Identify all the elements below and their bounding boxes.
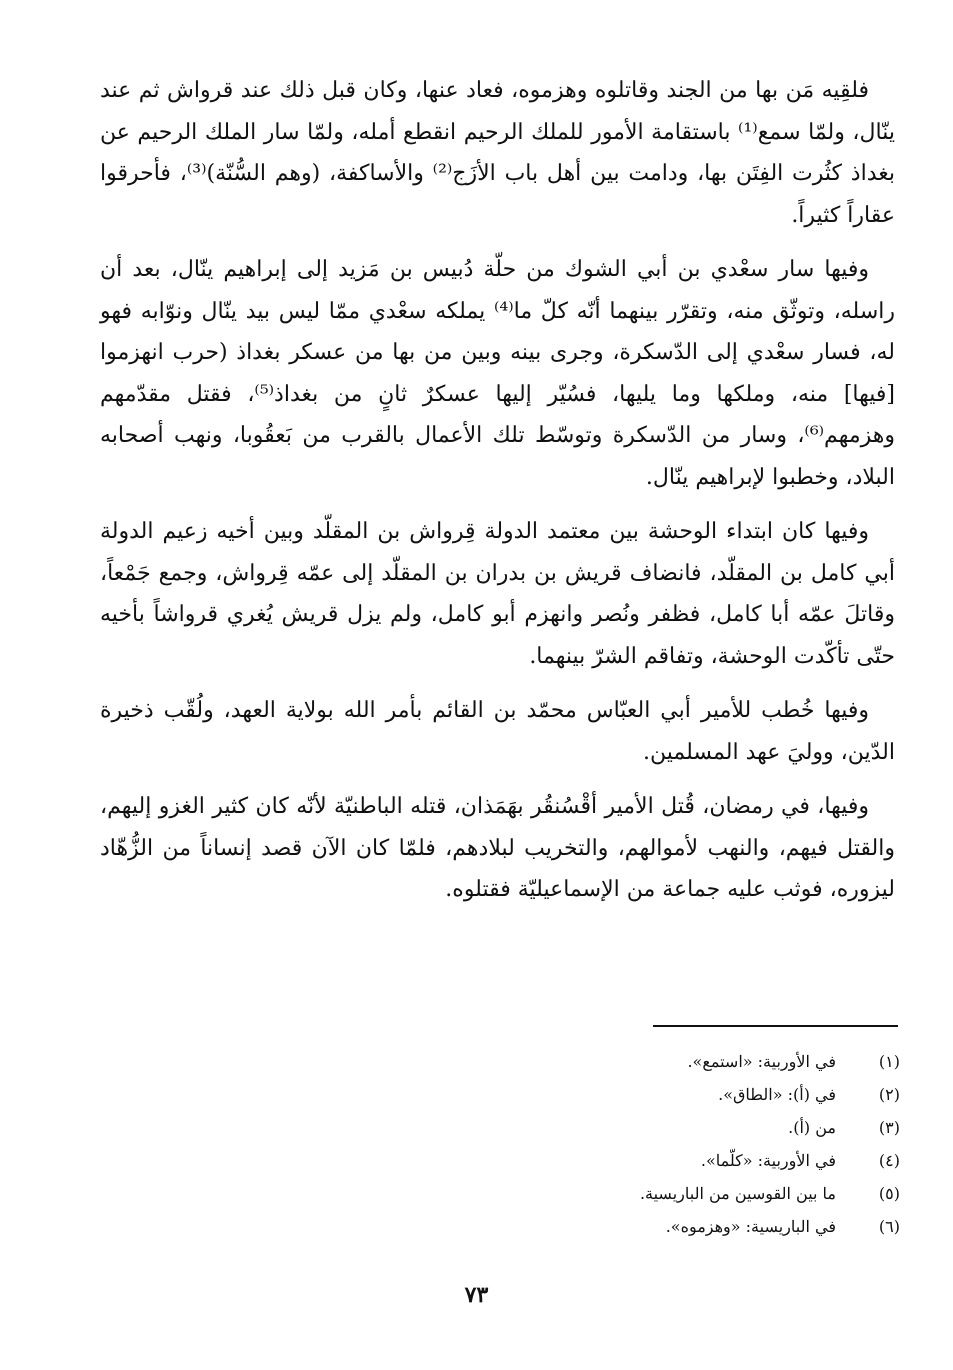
main-text (100, 70, 895, 924)
footnotes (460, 1045, 900, 1243)
footnote-text: ما بين القوسين من الباريسية. (639, 1184, 836, 1203)
footnote-item (460, 1045, 900, 1078)
footnote-number: (١) (878, 1052, 900, 1071)
footnote-item (460, 1144, 900, 1177)
footnote-text: في (أ): «الطاق». (718, 1085, 836, 1104)
paragraph-1: فلقِيه مَن بها من الجند وقاتلوه وهزموه، فعاد عنها، وكان قبل ذلك عند قرواش ثم عند ينّال، ولمّا سمع⁽¹⁾ باستقامة الأمور للملك الرحيم انقطع أمله، ولمّا سار الملك الرحيم عن بغداذ كثُرت الفِتَن بها، ودامت بين أهل باب الأزَج⁽²⁾ والأساكفة، (وهم السُّنّة)⁽³⁾، فأحرقوا عقاراً كثيراً. (100, 78, 895, 228)
footnote-text: من (أ). (788, 1118, 836, 1137)
footnote-number: (٥) (878, 1184, 900, 1203)
page-number: ٧٣ (464, 1282, 489, 1308)
footnote-number: (٣) (878, 1118, 900, 1137)
paragraph-3: وفيها كان ابتداء الوحشة بين معتمد الدولة قِرواش بن المقلّد وبين أخيه زعيم الدولة أبي كامل بن المقلّد، فانضاف قريش بن بدران بن المقلّد إلى عمّه قِرواش، وجمع جَمْعاً، وقاتلَ عمّه أبا كامل، فظفر ونُصر وانهزم أبو كامل، ولم يزل قريش يُغري قرواشاً بأخيه حتّى تأكّدت الوحشة، وتفاقم الشرّ بينهما. (100, 519, 895, 669)
footnote-item (460, 1111, 900, 1144)
footnote-separator (653, 1025, 898, 1027)
paragraph-2: وفيها سار سعْدي بن أبي الشوك من حلّة دُبيس بن مَزيد إلى إبراهيم ينّال، بعد أن راسله، وتوثّق منه، وتقرّر بينهما أنّه كلّ ما⁽⁴⁾ يملكه سعْدي ممّا ليس بيد ينّال ونوّابه فهو له، فسار سعْدي إلى الدّسكرة، وجرى بينه وبين من بها من عسكر بغداذ (حرب انهزموا [فيها] منه، وملكها وما يليها، فسُيّر إليها عسكرٌ ثانٍ من بغداذ⁽⁵⁾، فقتل مقدّمهم وهزمهم⁽⁶⁾، وسار من الدّسكرة وتوسّط تلك الأعمال بالقرب من بَعقُوبا، ونهب أصحابه البلاد، وخطبوا لإبراهيم ينّال. (100, 257, 895, 490)
footnote-item (460, 1177, 900, 1210)
footnote-item (460, 1210, 900, 1243)
paragraph-5: وفيها، في رمضان، قُتل الأمير أقْسُنقُر بهَمَذان، قتله الباطنيّة لأنّه كان كثير الغزو إليهم، والقتل فيهم، والنهب لأموالهم، والتخريب لبلادهم، فلمّا كان الآن قصد إنساناً من الزُّهّاد ليزوره، فوثب عليه جماعة من الإسماعيليّة فقتلوه. (100, 794, 895, 902)
paragraph-4: وفيها خُطب للأمير أبي العبّاس محمّد بن القائم بأمر الله بولاية العهد، ولُقّب ذخيرة الدّين، ووليَ عهد المسلمين. (100, 698, 895, 765)
footnote-number: (٤) (878, 1151, 900, 1170)
footnote-text: في الأوربية: «استمع». (687, 1052, 836, 1071)
footnote-number: (٢) (878, 1085, 900, 1104)
footnote-number: (٦) (878, 1217, 900, 1236)
footnote-text: في الأوربية: «كلّما». (700, 1151, 836, 1170)
footnote-item (460, 1078, 900, 1111)
footnote-text: في الباريسية: «وهزموه». (665, 1217, 836, 1236)
